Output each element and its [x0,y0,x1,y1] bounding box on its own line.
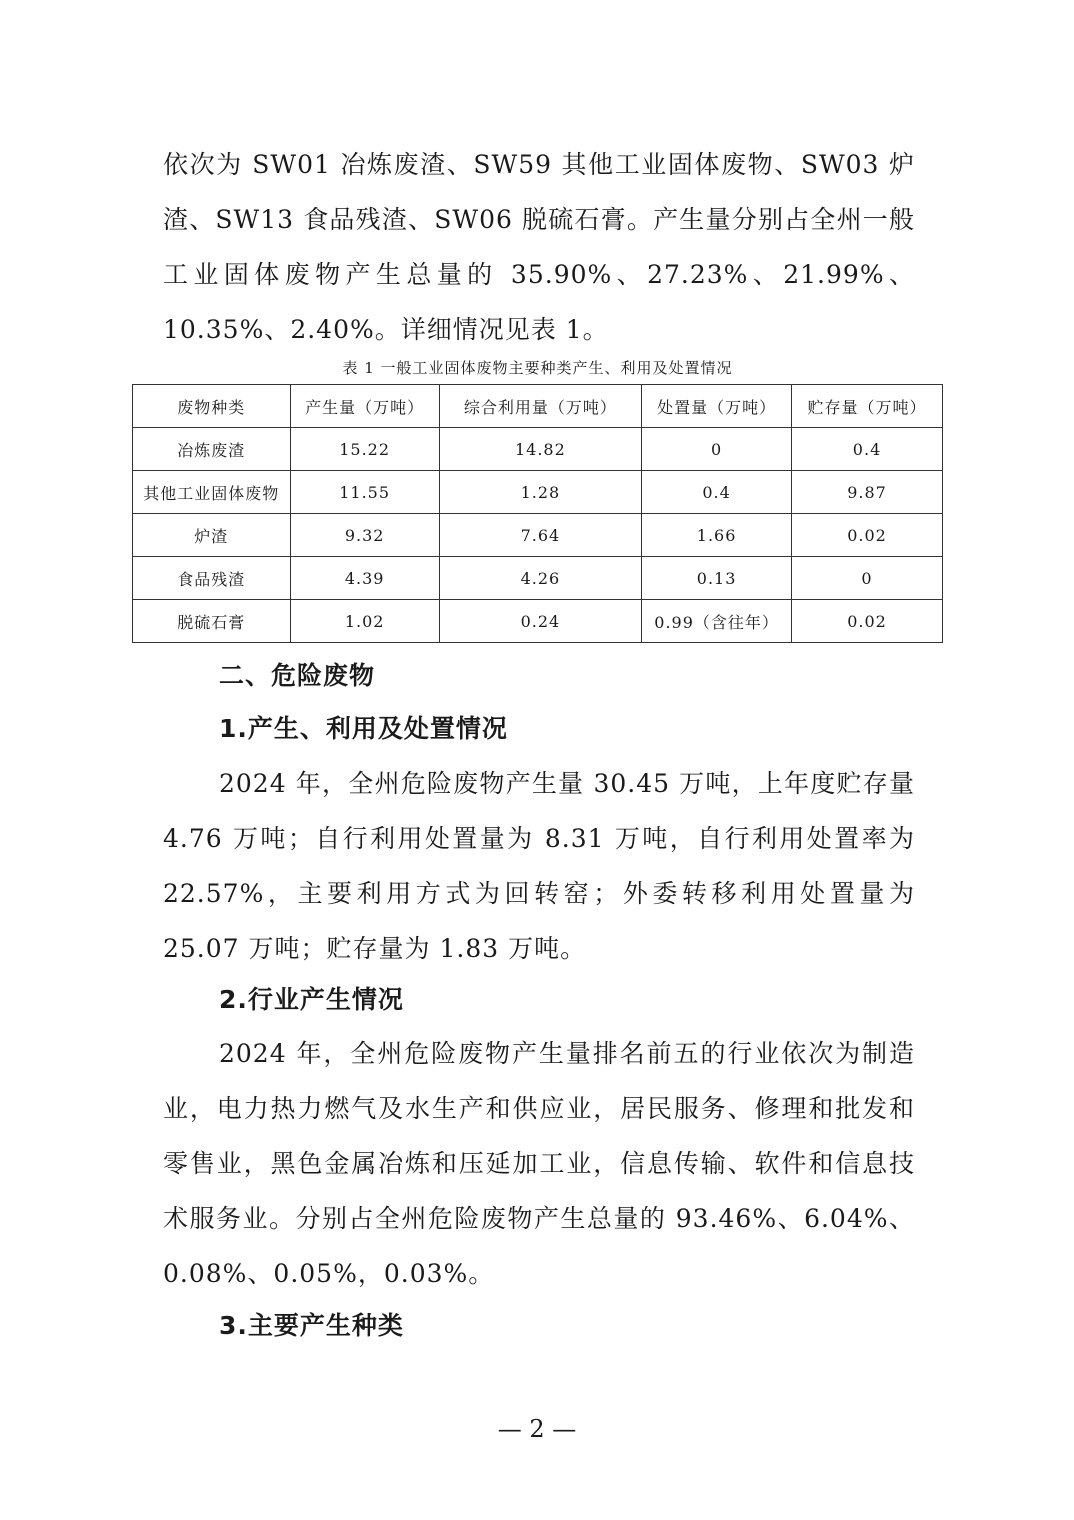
table-header-row [133,385,943,428]
table-cell: 0.02 [792,514,943,557]
waste-table [132,384,943,643]
table-header-cell: 贮存量（万吨） [792,385,943,428]
table-cell: 4.26 [439,557,642,600]
table-cell: 0.4 [642,471,792,514]
table-cell: 1.02 [290,600,439,643]
table-cell: 0.99（含往年） [642,600,792,643]
table-header-cell: 废物种类 [133,385,291,428]
table-cell: 0.24 [439,600,642,643]
table-cell: 9.87 [792,471,943,514]
section-heading: 二、危险废物 [219,661,376,690]
paragraph-production: 2024 年，全州危险废物产生量 30.45 万吨，上年度贮存量 4.76 万吨；自行利用处置量为 8.31 万吨，自行利用处置率为 22.57%，主要利用方式为回转窑；外委转移利用处置量为 25.07 万吨；贮存量为 1.83 万吨。 [163,769,915,963]
table-row [133,600,943,643]
table-cell: 1.66 [642,514,792,557]
table-cell: 0 [792,557,943,600]
table-cell: 1.28 [439,471,642,514]
table-cell: 脱硫石膏 [133,600,291,643]
table-row [133,557,943,600]
table-header-cell: 处置量（万吨） [642,385,792,428]
table-row [133,428,943,471]
table-row [133,514,943,557]
table-cell: 冶炼废渣 [133,428,291,471]
table-cell: 4.39 [290,557,439,600]
table-cell: 9.32 [290,514,439,557]
table-cell: 0.13 [642,557,792,600]
table-cell: 食品残渣 [133,557,291,600]
page-number: — 2 — [497,1415,577,1443]
table-caption: 表 1 一般工业固体废物主要种类产生、利用及处置情况 [342,359,733,377]
table-cell: 14.82 [439,428,642,471]
table-header-cell: 产生量（万吨） [290,385,439,428]
table-header-cell: 综合利用量（万吨） [439,385,642,428]
table-cell: 15.22 [290,428,439,471]
table-cell: 其他工业固体废物 [133,471,291,514]
table-row [133,471,943,514]
table-cell: 0.4 [792,428,943,471]
intro-paragraph: 依次为 SW01 冶炼废渣、SW59 其他工业固体废物、SW03 炉渣、SW13 食品残渣、SW06 脱硫石膏。产生量分别占全州一般工业固体废物产生总量的 35.90%、27.23%、21.99%、10.35%、2.40%。详细情况见表 1。 [163,150,915,344]
subsection-heading: 3.主要产生种类 [219,1311,404,1340]
paragraph-industry: 2024 年，全州危险废物产生量排名前五的行业依次为制造业，电力热力燃气及水生产和供应业，居民服务、修理和批发和零售业，黑色金属冶炼和压延加工业，信息传输、软件和信息技术服务业。分别占全州危险废物产生总量的 93.46%、6.04%、0.08%、0.05%，0.03%。 [163,1039,915,1288]
table-cell: 炉渣 [133,514,291,557]
table-cell: 11.55 [290,471,439,514]
subsection-heading: 2.行业产生情况 [219,985,404,1014]
table-cell: 0.02 [792,600,943,643]
subsection-heading: 1.产生、利用及处置情况 [219,714,508,743]
table-cell: 0 [642,428,792,471]
table-cell: 7.64 [439,514,642,557]
